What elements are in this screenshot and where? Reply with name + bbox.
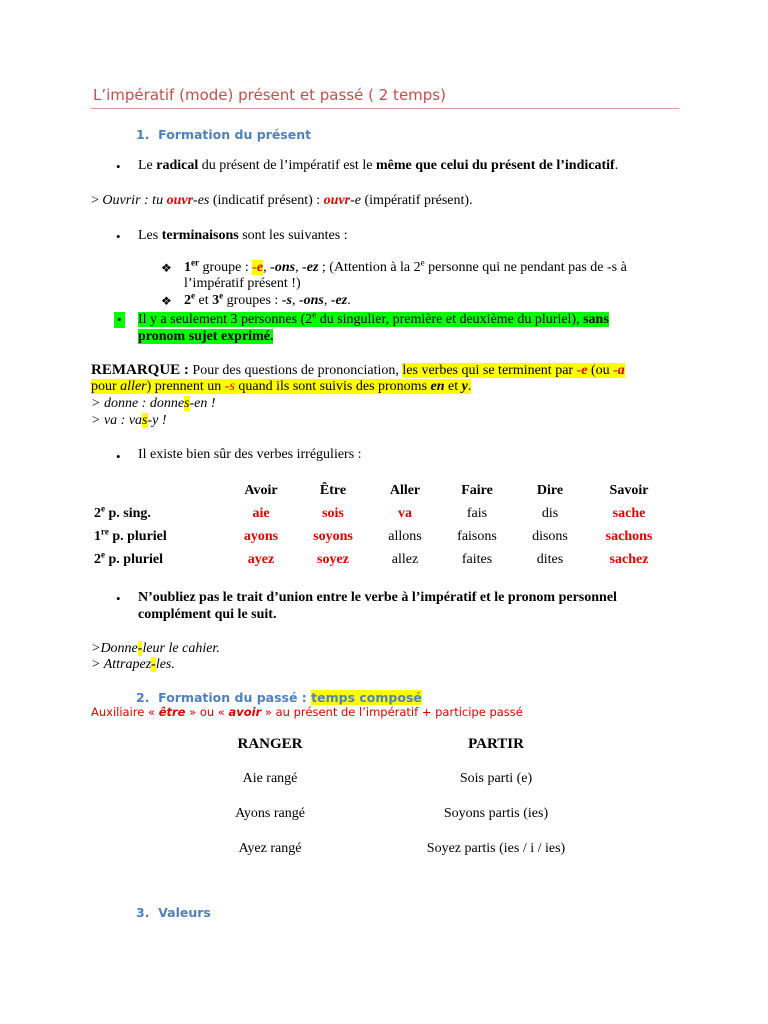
column-header: Dire — [536, 483, 564, 498]
groupe-2-3-line: 2e et 3e groupes : -s, -ons, -ez. — [184, 290, 351, 308]
column-header: Avoir — [244, 483, 278, 498]
column-header: Savoir — [609, 483, 649, 498]
paragraph-trait-union-line-2: complément qui le suit. — [138, 607, 277, 622]
table-cell: va — [398, 506, 412, 521]
example-attrapez-les: > Attrapez-les. — [91, 657, 175, 672]
section-heading-1: 1. Formation du présent — [136, 127, 312, 142]
example-donne-leur: >Donne-leur le cahier. — [91, 641, 220, 656]
bullet-icon: • — [116, 159, 121, 174]
table-cell: allons — [388, 529, 422, 544]
groupe-1-line-2: l’impératif présent !) — [184, 276, 301, 291]
groupe-1-line: 1er groupe : -e, -ons, -ez ; (Attention à la 2e personne qui ne pendant pas de -s à — [184, 257, 627, 275]
diamond-bullet-icon: ❖ — [161, 294, 172, 308]
list-item: Soyons partis (ies) — [443, 806, 549, 821]
list-item: Ayez rangé — [238, 841, 302, 856]
table-row — [0, 526, 768, 547]
auxiliaire-subtitle: Auxiliaire « être » ou « avoir » au présent de l’impératif + participe passé — [91, 705, 523, 719]
paragraph-radical: Le radical du présent de l’impératif est le même que celui du présent de l’indicatif. — [138, 158, 619, 173]
table-header — [0, 483, 768, 501]
table-row — [0, 503, 768, 524]
table-cell: dites — [536, 552, 564, 567]
column-header: Être — [319, 483, 347, 498]
section-heading-2: 2. Formation du passé : temps composé — [136, 690, 422, 705]
example-va-y: > va : vas-y ! — [91, 413, 167, 428]
remarque-line-1: REMARQUE : Pour des questions de prononciation, les verbes qui se terminent par -e (ou -a — [91, 362, 625, 378]
row-label: 2e p. pluriel — [94, 549, 163, 567]
table-cell: sache — [612, 506, 646, 521]
bullet-icon: • — [116, 591, 121, 606]
table-cell: ayez — [247, 552, 275, 567]
bullet-icon: • — [116, 449, 121, 464]
table-cell: disons — [532, 529, 568, 544]
example-donne-en: > donne : donnes-en ! — [91, 396, 216, 411]
column-header: Aller — [389, 483, 421, 498]
list-item: Sois parti (e) — [459, 771, 533, 786]
title-rule — [91, 108, 679, 109]
table-cell: allez — [391, 552, 419, 567]
table-cell: aie — [252, 506, 270, 521]
column-header-ranger: RANGER — [237, 736, 303, 752]
table-cell: sois — [322, 506, 344, 521]
table-cell: faites — [461, 552, 493, 567]
table-cell: faisons — [457, 529, 497, 544]
table-cell: soyons — [313, 529, 353, 544]
table-cell: soyez — [317, 552, 349, 567]
paragraph-personnes: Il y a seulement 3 personnes (2e du singulier, première et deuxième du pluriel), sans — [138, 309, 609, 327]
list-item: Aie rangé — [242, 771, 298, 786]
table-cell: sachez — [609, 552, 649, 567]
paragraph-trait-union: N’oubliez pas le trait d’union entre le verbe à l’impératif et le pronom personnel — [138, 590, 617, 605]
paragraph-personnes-line-2: pronom sujet exprimé. — [138, 329, 274, 344]
diamond-bullet-icon: ❖ — [161, 261, 172, 275]
column-header-partir: PARTIR — [468, 736, 524, 752]
section-heading-3: 3. Valeurs — [136, 905, 211, 920]
table-row — [0, 549, 768, 570]
example-ouvrir: > Ouvrir : tu ouvr-es (indicatif présent) : ouvr-e (impératif présent). — [91, 193, 473, 208]
table-cell: fais — [466, 506, 488, 521]
remarque-line-2: pour aller) prennent un -s quand ils sont suivis des pronoms en et y. — [91, 379, 472, 394]
paragraph-irreguliers: Il existe bien sûr des verbes irréguliers : — [138, 447, 362, 462]
bullet-icon: • — [116, 229, 121, 244]
row-label: 2e p. sing. — [94, 503, 151, 521]
table-cell: ayons — [243, 529, 279, 544]
table-cell: dis — [541, 506, 559, 521]
column-header: Faire — [461, 483, 493, 498]
page-title: L’impératif (mode) présent et passé ( 2 temps) — [93, 86, 446, 104]
table-cell: sachons — [605, 529, 653, 544]
bullet-icon: • — [114, 312, 125, 328]
paragraph-terminaisons: Les terminaisons sont les suivantes : — [138, 228, 348, 243]
row-label: 1re p. pluriel — [94, 526, 167, 544]
list-item: Ayons rangé — [235, 806, 305, 821]
list-item: Soyez partis (ies / i / ies) — [426, 841, 566, 856]
